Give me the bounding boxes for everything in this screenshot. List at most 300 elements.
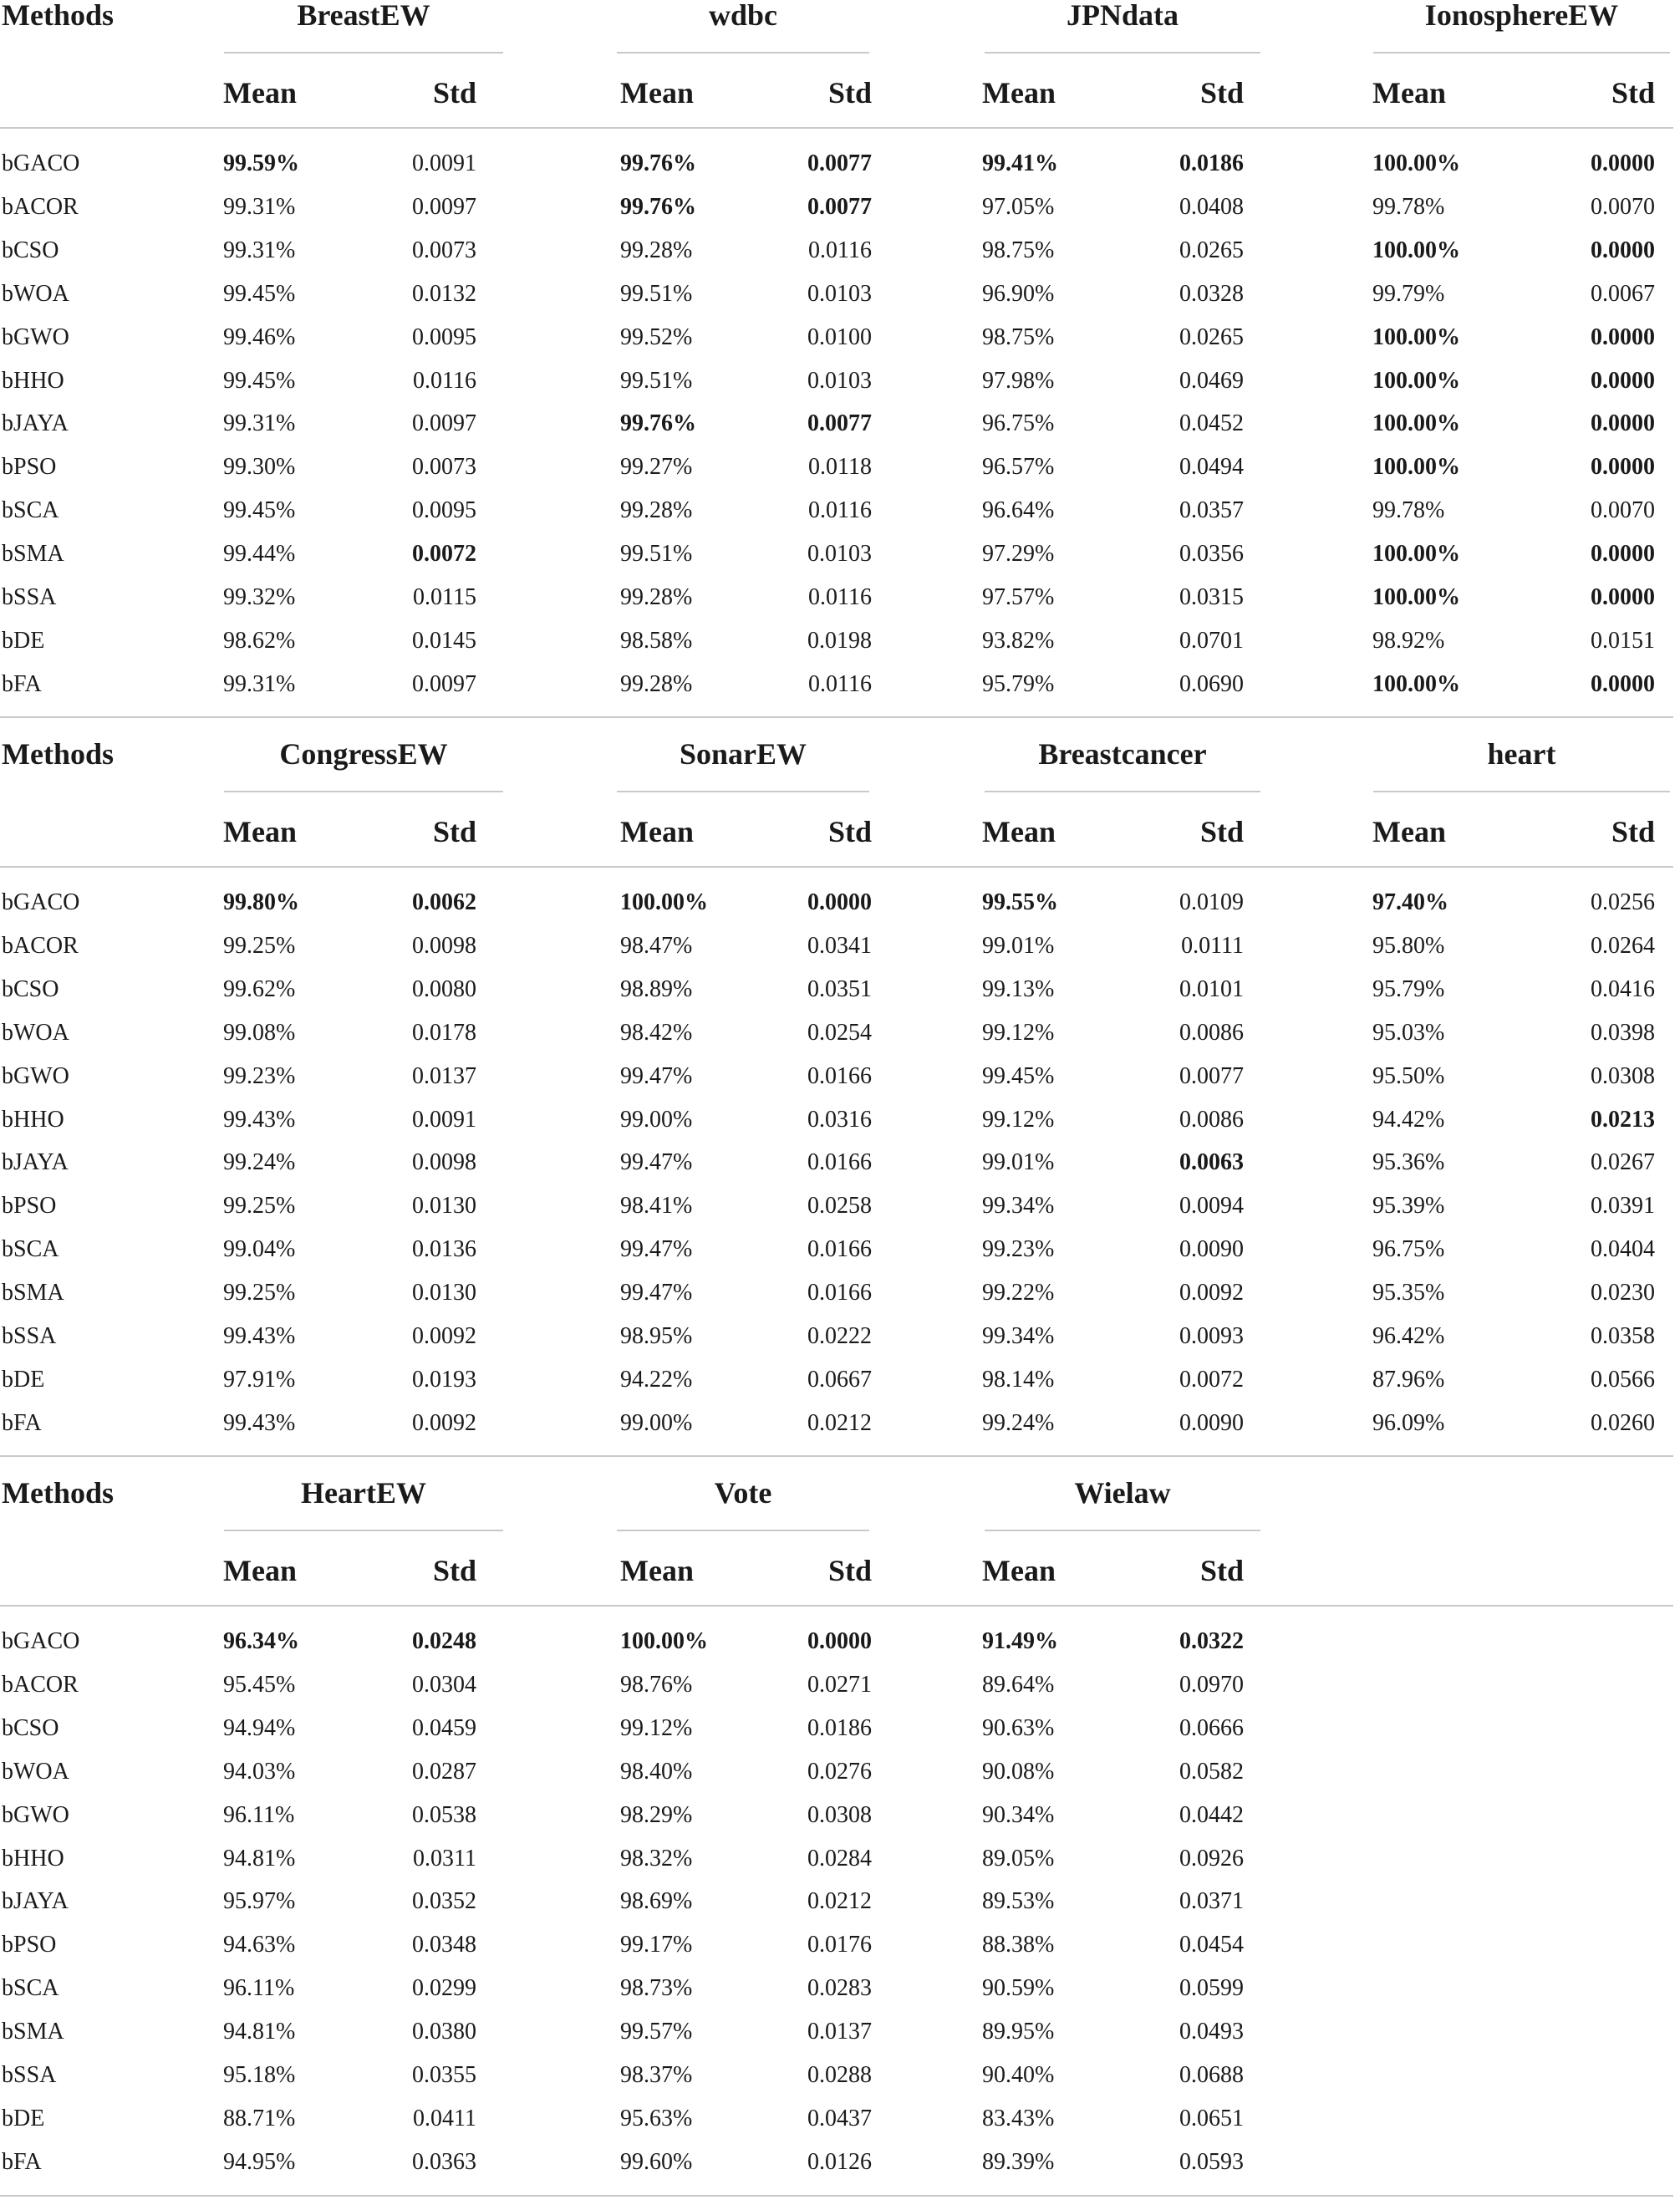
std-header: Std xyxy=(432,76,476,109)
mean-value: 97.98% xyxy=(982,367,1055,394)
mean-value: 98.75% xyxy=(982,323,1055,350)
std-value: 0.0077 xyxy=(807,410,872,437)
mean-value: 99.34% xyxy=(982,1323,1055,1349)
mean-value: 95.97% xyxy=(223,1888,296,1915)
mean-value: 99.28% xyxy=(620,237,693,263)
mean-header: Mean xyxy=(620,76,694,109)
std-value: 0.0098 xyxy=(412,932,476,959)
std-header: Std xyxy=(1611,76,1655,109)
header-rule xyxy=(0,1605,1673,1607)
mean-header: Mean xyxy=(223,1554,297,1587)
bottom-rule xyxy=(0,1455,1673,1457)
std-value: 0.0109 xyxy=(1179,889,1244,915)
mean-value: 99.34% xyxy=(982,1193,1055,1220)
std-value: 0.0258 xyxy=(807,1193,872,1220)
std-value: 0.0355 xyxy=(412,2062,476,2088)
method-cell: bDE xyxy=(2,627,45,654)
mean-header: Mean xyxy=(620,1554,694,1587)
std-value: 0.0000 xyxy=(1591,410,1655,437)
mean-header: Mean xyxy=(982,1554,1056,1587)
mean-value: 100.00% xyxy=(1372,150,1460,176)
mean-value: 99.43% xyxy=(223,1106,296,1133)
method-cell: bDE xyxy=(2,1366,45,1393)
std-value: 0.0538 xyxy=(412,1801,476,1828)
mean-value: 99.43% xyxy=(223,1409,296,1436)
std-value: 0.0092 xyxy=(1179,1280,1244,1306)
std-value: 0.0130 xyxy=(412,1193,476,1220)
mean-value: 100.00% xyxy=(1372,237,1460,263)
std-value: 0.0090 xyxy=(1179,1409,1244,1436)
mean-value: 96.34% xyxy=(223,1628,299,1654)
method-cell: bHHO xyxy=(2,1845,64,1871)
method-cell: bSCA xyxy=(2,1236,59,1263)
mean-value: 95.18% xyxy=(223,2062,296,2088)
std-value: 0.0352 xyxy=(412,1888,476,1915)
mean-value: 98.92% xyxy=(1372,627,1445,654)
std-value: 0.0090 xyxy=(1179,1236,1244,1263)
std-value: 0.0651 xyxy=(1179,2105,1244,2131)
mean-header: Mean xyxy=(223,815,297,848)
mean-value: 99.60% xyxy=(620,2148,693,2175)
std-value: 0.0198 xyxy=(807,627,872,654)
mean-value: 90.63% xyxy=(982,1714,1055,1741)
mean-value: 96.75% xyxy=(982,410,1055,437)
mean-value: 99.45% xyxy=(223,367,296,394)
dataset-underline xyxy=(1373,52,1670,53)
std-value: 0.0363 xyxy=(412,2148,476,2175)
method-cell: bSSA xyxy=(2,2062,57,2088)
std-header: Std xyxy=(1611,815,1655,848)
mean-value: 96.09% xyxy=(1372,1409,1445,1436)
mean-value: 99.76% xyxy=(620,410,696,437)
method-cell: bHHO xyxy=(2,1106,64,1133)
mean-value: 94.81% xyxy=(223,2019,296,2045)
dataset-header: JPNdata xyxy=(1067,0,1179,32)
mean-value: 99.57% xyxy=(620,2019,693,2045)
dataset-underline xyxy=(617,1530,869,1531)
std-value: 0.0688 xyxy=(1179,2062,1244,2088)
mean-header: Mean xyxy=(1372,815,1446,848)
mean-value: 99.78% xyxy=(1372,193,1445,220)
std-value: 0.0582 xyxy=(1179,1758,1244,1785)
std-value: 0.0092 xyxy=(412,1323,476,1349)
std-value: 0.0116 xyxy=(413,367,476,394)
mean-value: 98.14% xyxy=(982,1366,1055,1393)
mean-value: 99.23% xyxy=(223,1062,296,1089)
std-value: 0.0062 xyxy=(412,889,476,915)
std-value: 0.0356 xyxy=(1179,541,1244,568)
std-value: 0.0566 xyxy=(1591,1366,1655,1393)
method-cell: bJAYA xyxy=(2,1149,69,1176)
std-value: 0.0308 xyxy=(1591,1062,1655,1089)
mean-value: 95.36% xyxy=(1372,1149,1445,1176)
std-value: 0.0000 xyxy=(1591,150,1655,176)
mean-value: 99.45% xyxy=(982,1062,1055,1089)
std-value: 0.0103 xyxy=(807,280,872,307)
std-header: Std xyxy=(827,1554,872,1587)
mean-value: 99.46% xyxy=(223,323,296,350)
std-value: 0.0494 xyxy=(1179,454,1244,481)
mean-value: 99.31% xyxy=(223,237,296,263)
std-value: 0.0077 xyxy=(807,193,872,220)
mean-value: 99.22% xyxy=(982,1280,1055,1306)
mean-value: 89.95% xyxy=(982,2019,1055,2045)
bottom-rule xyxy=(0,2195,1673,2197)
mean-value: 90.34% xyxy=(982,1801,1055,1828)
dataset-underline xyxy=(985,791,1260,792)
std-value: 0.0000 xyxy=(1591,670,1655,697)
method-cell: bSMA xyxy=(2,1280,64,1306)
std-header: Std xyxy=(1199,76,1244,109)
std-value: 0.0093 xyxy=(1179,1323,1244,1349)
std-value: 0.0287 xyxy=(412,1758,476,1785)
std-value: 0.0193 xyxy=(412,1366,476,1393)
mean-value: 99.24% xyxy=(982,1409,1055,1436)
mean-value: 99.28% xyxy=(620,584,693,610)
std-value: 0.0132 xyxy=(412,280,476,307)
std-value: 0.0103 xyxy=(807,541,872,568)
mean-value: 97.05% xyxy=(982,193,1055,220)
std-value: 0.0091 xyxy=(412,1106,476,1133)
mean-value: 95.79% xyxy=(982,670,1055,697)
std-value: 0.0493 xyxy=(1179,2019,1244,2045)
std-header: Std xyxy=(827,76,872,109)
std-value: 0.0100 xyxy=(807,323,872,350)
std-value: 0.0690 xyxy=(1179,670,1244,697)
std-value: 0.0086 xyxy=(1179,1019,1244,1046)
std-value: 0.0256 xyxy=(1591,889,1655,915)
method-cell: bFA xyxy=(2,2148,42,2175)
std-value: 0.0073 xyxy=(412,237,476,263)
mean-value: 94.63% xyxy=(223,1932,296,1958)
std-value: 0.0265 xyxy=(1179,237,1244,263)
mean-value: 99.51% xyxy=(620,541,693,568)
mean-value: 94.94% xyxy=(223,1714,296,1741)
std-value: 0.0248 xyxy=(412,1628,476,1654)
methods-header: Methods xyxy=(2,0,114,32)
mean-value: 100.00% xyxy=(1372,323,1460,350)
method-cell: bGWO xyxy=(2,1062,69,1089)
mean-value: 95.03% xyxy=(1372,1019,1445,1046)
mean-value: 99.43% xyxy=(223,1323,296,1349)
mean-value: 100.00% xyxy=(1372,584,1460,610)
std-value: 0.0267 xyxy=(1591,1149,1655,1176)
method-cell: bPSO xyxy=(2,1932,57,1958)
mean-value: 100.00% xyxy=(1372,541,1460,568)
std-value: 0.0092 xyxy=(412,1409,476,1436)
method-cell: bSSA xyxy=(2,1323,57,1349)
dataset-header: IonosphereEW xyxy=(1424,0,1619,32)
mean-value: 99.47% xyxy=(620,1149,693,1176)
std-value: 0.0230 xyxy=(1591,1280,1655,1306)
mean-value: 97.40% xyxy=(1372,889,1448,915)
mean-value: 96.64% xyxy=(982,497,1055,524)
std-value: 0.0086 xyxy=(1179,1106,1244,1133)
method-cell: bCSO xyxy=(2,975,59,1002)
mean-value: 98.89% xyxy=(620,975,693,1002)
std-value: 0.0276 xyxy=(807,1758,872,1785)
mean-value: 99.44% xyxy=(223,541,296,568)
method-cell: bCSO xyxy=(2,237,59,263)
std-value: 0.0348 xyxy=(412,1932,476,1958)
mean-value: 99.31% xyxy=(223,193,296,220)
std-value: 0.0283 xyxy=(807,1975,872,2002)
mean-value: 91.49% xyxy=(982,1628,1058,1654)
std-value: 0.0145 xyxy=(412,627,476,654)
mean-value: 100.00% xyxy=(1372,454,1460,481)
mean-value: 98.69% xyxy=(620,1888,693,1915)
mean-value: 88.71% xyxy=(223,2105,296,2131)
bottom-rule xyxy=(0,716,1673,718)
method-cell: bWOA xyxy=(2,280,69,307)
std-value: 0.0116 xyxy=(808,584,872,610)
mean-value: 99.79% xyxy=(1372,280,1445,307)
mean-value: 99.01% xyxy=(982,1149,1055,1176)
mean-value: 99.30% xyxy=(223,454,296,481)
mean-value: 98.75% xyxy=(982,237,1055,263)
mean-value: 90.59% xyxy=(982,1975,1055,2002)
method-cell: bGACO xyxy=(2,1628,80,1654)
mean-value: 98.37% xyxy=(620,2062,693,2088)
std-value: 0.0212 xyxy=(807,1409,872,1436)
mean-header: Mean xyxy=(223,76,297,109)
mean-value: 99.25% xyxy=(223,1280,296,1306)
mean-value: 99.00% xyxy=(620,1106,693,1133)
std-value: 0.0000 xyxy=(1591,323,1655,350)
std-value: 0.0080 xyxy=(412,975,476,1002)
std-value: 0.0186 xyxy=(807,1714,872,1741)
method-cell: bGWO xyxy=(2,1801,69,1828)
std-value: 0.0126 xyxy=(807,2148,872,2175)
mean-value: 99.32% xyxy=(223,584,296,610)
mean-value: 95.45% xyxy=(223,1671,296,1698)
std-value: 0.0358 xyxy=(1591,1323,1655,1349)
std-value: 0.0299 xyxy=(412,1975,476,2002)
mean-value: 99.45% xyxy=(223,280,296,307)
std-value: 0.0599 xyxy=(1179,1975,1244,2002)
std-value: 0.0222 xyxy=(807,1323,872,1349)
std-value: 0.0000 xyxy=(1591,541,1655,568)
header-rule xyxy=(0,127,1673,129)
method-cell: bPSO xyxy=(2,1193,57,1220)
mean-value: 99.47% xyxy=(620,1062,693,1089)
std-value: 0.0067 xyxy=(1591,280,1655,307)
std-value: 0.0469 xyxy=(1179,367,1244,394)
std-value: 0.0101 xyxy=(1179,975,1244,1002)
std-value: 0.0454 xyxy=(1179,1932,1244,1958)
mean-value: 96.90% xyxy=(982,280,1055,307)
std-value: 0.0316 xyxy=(807,1106,872,1133)
mean-value: 95.80% xyxy=(1372,932,1445,959)
std-value: 0.0411 xyxy=(413,2105,476,2131)
method-cell: bPSO xyxy=(2,454,57,481)
dataset-underline xyxy=(617,791,869,792)
std-value: 0.0063 xyxy=(1179,1149,1244,1176)
methods-header: Methods xyxy=(2,1476,114,1510)
mean-value: 83.43% xyxy=(982,2105,1055,2131)
mean-value: 98.76% xyxy=(620,1671,693,1698)
std-value: 0.0459 xyxy=(412,1714,476,1741)
mean-value: 99.76% xyxy=(620,150,696,176)
method-cell: bACOR xyxy=(2,193,79,220)
std-value: 0.0073 xyxy=(412,454,476,481)
header-rule xyxy=(0,866,1673,868)
std-value: 0.0151 xyxy=(1591,627,1655,654)
mean-value: 98.47% xyxy=(620,932,693,959)
method-cell: bWOA xyxy=(2,1758,69,1785)
mean-value: 95.79% xyxy=(1372,975,1445,1002)
mean-value: 99.25% xyxy=(223,932,296,959)
mean-value: 99.76% xyxy=(620,193,696,220)
std-value: 0.0437 xyxy=(807,2105,872,2131)
method-cell: bHHO xyxy=(2,367,64,394)
std-header: Std xyxy=(432,1554,476,1587)
dataset-header: HeartEW xyxy=(301,1476,426,1510)
mean-value: 94.81% xyxy=(223,1845,296,1871)
std-value: 0.0265 xyxy=(1179,323,1244,350)
mean-value: 99.59% xyxy=(223,150,299,176)
std-value: 0.0380 xyxy=(412,2019,476,2045)
std-value: 0.0072 xyxy=(412,541,476,568)
mean-value: 98.73% xyxy=(620,1975,693,2002)
std-value: 0.0077 xyxy=(807,150,872,176)
mean-header: Mean xyxy=(620,815,694,848)
std-value: 0.0166 xyxy=(807,1062,872,1089)
method-cell: bSSA xyxy=(2,584,57,610)
dataset-header: wdbc xyxy=(708,0,778,32)
dataset-underline xyxy=(224,52,503,53)
std-header: Std xyxy=(827,815,872,848)
std-value: 0.0341 xyxy=(807,932,872,959)
std-value: 0.0077 xyxy=(1179,1062,1244,1089)
mean-value: 99.62% xyxy=(223,975,296,1002)
mean-value: 88.38% xyxy=(982,1932,1055,1958)
std-value: 0.0137 xyxy=(807,2019,872,2045)
mean-value: 99.31% xyxy=(223,670,296,697)
method-cell: bDE xyxy=(2,2105,45,2131)
std-value: 0.0000 xyxy=(807,889,872,915)
dataset-header: CongressEW xyxy=(279,737,448,771)
mean-value: 94.22% xyxy=(620,1366,693,1393)
mean-value: 99.08% xyxy=(223,1019,296,1046)
method-cell: bGWO xyxy=(2,323,69,350)
mean-value: 90.08% xyxy=(982,1758,1055,1785)
std-value: 0.0095 xyxy=(412,497,476,524)
std-value: 0.0315 xyxy=(1179,584,1244,610)
method-cell: bJAYA xyxy=(2,410,69,437)
method-cell: bFA xyxy=(2,670,42,697)
mean-value: 99.80% xyxy=(223,889,299,915)
std-value: 0.0000 xyxy=(1591,237,1655,263)
mean-value: 99.12% xyxy=(982,1106,1055,1133)
method-cell: bWOA xyxy=(2,1019,69,1046)
std-value: 0.0254 xyxy=(807,1019,872,1046)
std-value: 0.0404 xyxy=(1591,1236,1655,1263)
dataset-header: heart xyxy=(1487,737,1556,771)
mean-value: 99.51% xyxy=(620,367,693,394)
method-cell: bGACO xyxy=(2,889,80,915)
std-value: 0.0094 xyxy=(1179,1193,1244,1220)
std-value: 0.0371 xyxy=(1179,1888,1244,1915)
mean-value: 98.32% xyxy=(620,1845,693,1871)
std-value: 0.0118 xyxy=(808,454,872,481)
mean-value: 99.12% xyxy=(982,1019,1055,1046)
mean-value: 99.51% xyxy=(620,280,693,307)
std-value: 0.0098 xyxy=(412,1149,476,1176)
mean-header: Mean xyxy=(982,815,1056,848)
std-value: 0.0322 xyxy=(1179,1628,1244,1654)
table-block xyxy=(0,1478,1680,2205)
mean-value: 89.05% xyxy=(982,1845,1055,1871)
dataset-underline xyxy=(985,52,1260,53)
std-value: 0.0970 xyxy=(1179,1671,1244,1698)
std-value: 0.0593 xyxy=(1179,2148,1244,2175)
std-header: Std xyxy=(1199,1554,1244,1587)
method-cell: bCSO xyxy=(2,1714,59,1741)
std-value: 0.0357 xyxy=(1179,497,1244,524)
mean-value: 95.39% xyxy=(1372,1193,1445,1220)
mean-value: 99.12% xyxy=(620,1714,693,1741)
std-value: 0.0166 xyxy=(807,1280,872,1306)
mean-value: 98.29% xyxy=(620,1801,693,1828)
method-cell: bACOR xyxy=(2,932,79,959)
mean-value: 99.78% xyxy=(1372,497,1445,524)
mean-value: 99.28% xyxy=(620,670,693,697)
mean-value: 99.24% xyxy=(223,1149,296,1176)
method-cell: bSCA xyxy=(2,497,59,524)
dataset-header: Breastcancer xyxy=(1038,737,1207,771)
mean-value: 96.11% xyxy=(223,1801,295,1828)
std-value: 0.0130 xyxy=(412,1280,476,1306)
mean-value: 98.58% xyxy=(620,627,693,654)
mean-value: 96.42% xyxy=(1372,1323,1445,1349)
mean-value: 99.47% xyxy=(620,1236,693,1263)
std-value: 0.0103 xyxy=(807,367,872,394)
std-value: 0.0095 xyxy=(412,323,476,350)
mean-value: 99.45% xyxy=(223,497,296,524)
method-cell: bSMA xyxy=(2,2019,64,2045)
mean-value: 96.57% xyxy=(982,454,1055,481)
std-value: 0.0452 xyxy=(1179,410,1244,437)
method-cell: bFA xyxy=(2,1409,42,1436)
method-cell: bJAYA xyxy=(2,1888,69,1915)
std-value: 0.0351 xyxy=(807,975,872,1002)
std-value: 0.0186 xyxy=(1179,150,1244,176)
std-value: 0.0000 xyxy=(807,1628,872,1654)
std-value: 0.0284 xyxy=(807,1845,872,1871)
std-value: 0.0115 xyxy=(413,584,476,610)
std-value: 0.0308 xyxy=(807,1801,872,1828)
std-value: 0.0391 xyxy=(1591,1193,1655,1220)
mean-value: 95.35% xyxy=(1372,1280,1445,1306)
mean-value: 100.00% xyxy=(620,889,708,915)
mean-value: 99.04% xyxy=(223,1236,296,1263)
std-value: 0.0111 xyxy=(1181,932,1244,959)
dataset-underline xyxy=(224,1530,503,1531)
std-value: 0.0097 xyxy=(412,670,476,697)
mean-value: 99.17% xyxy=(620,1932,693,1958)
mean-value: 96.75% xyxy=(1372,1236,1445,1263)
std-value: 0.0072 xyxy=(1179,1366,1244,1393)
mean-header: Mean xyxy=(1372,76,1446,109)
dataset-header: BreastEW xyxy=(297,0,430,32)
method-cell: bACOR xyxy=(2,1671,79,1698)
std-value: 0.0116 xyxy=(808,497,872,524)
dataset-underline xyxy=(1373,791,1670,792)
method-cell: bSMA xyxy=(2,541,64,568)
mean-value: 94.03% xyxy=(223,1758,296,1785)
mean-value: 99.41% xyxy=(982,150,1058,176)
